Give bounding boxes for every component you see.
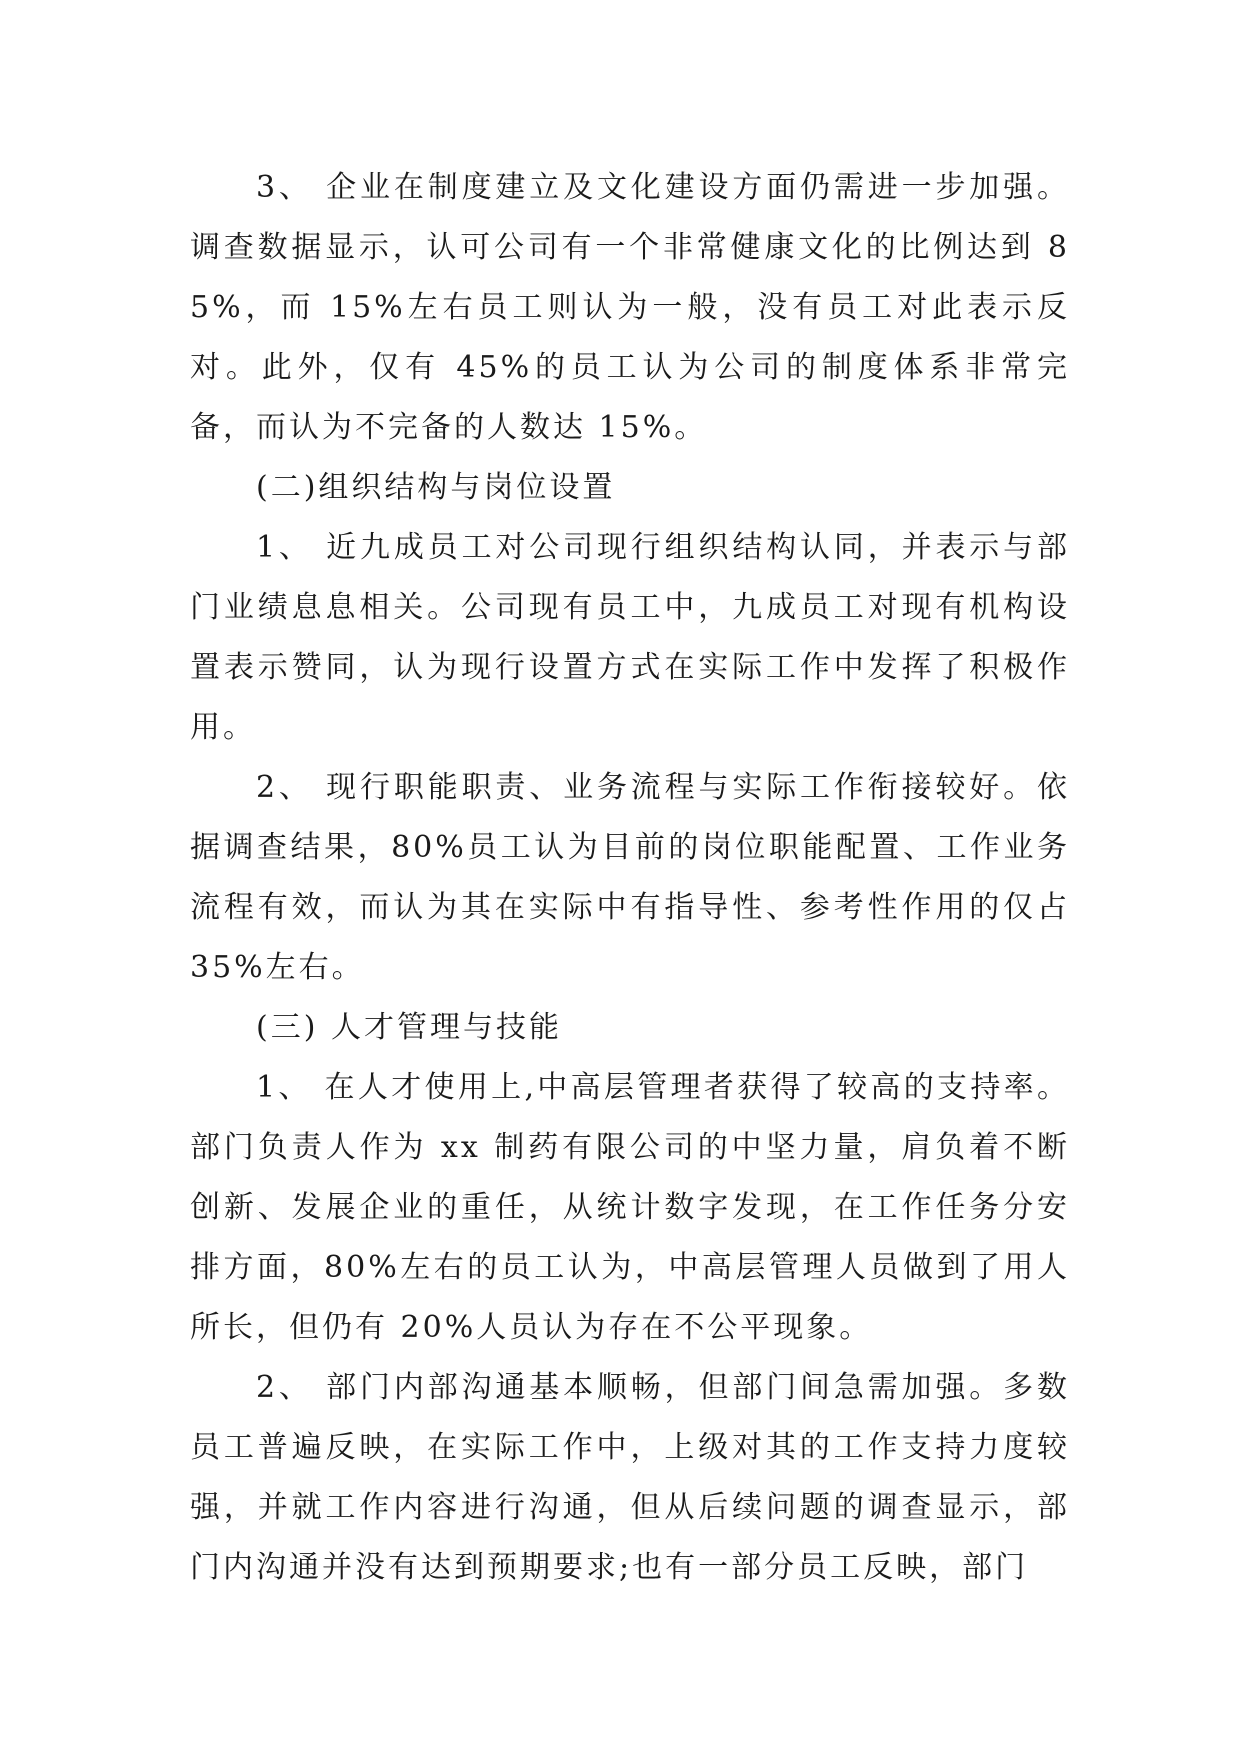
paragraph-organization-structure: 1、 近九成员工对公司现行组织结构认同，并表示与部门业绩息息相关。公司现有员工中，九成员工对现有机构设置表示赞同，认为现行设置方式在实际工作中发挥了积极作用。 bbox=[190, 530, 1070, 745]
paragraph-job-functions: 2、 现行职能职责、业务流程与实际工作衔接较好。依据调查结果，80%员工认为目前的岗位职能配置、工作业务流程有效，而认为其在实际中有指导性、参考性作用的仅占 35%左右。 bbox=[190, 770, 1070, 985]
section-heading-organization: (二)组织结构与岗位设置 bbox=[256, 470, 616, 505]
document-body bbox=[190, 158, 1070, 1598]
paragraph-talent-usage: 1、 在人才使用上,中高层管理者获得了较高的支持率。部门负责人作为 xx 制药有限公司的中坚力量，肩负着不断创新、发展企业的重任，从统计数字发现，在工作任务分安排方面，80%左右的员工认为，中高层管理人员做到了用人所长，但仍有 20%人员认为存在不公平现象。 bbox=[190, 1070, 1070, 1345]
paragraph-culture-system: 3、 企业在制度建立及文化建设方面仍需进一步加强。调查数据显示，认可公司有一个非常健康文化的比例达到 85%，而 15%左右员工则认为一般，没有员工对此表示反对。此外，仅有 45%的员工认为公司的制度体系非常完备，而认为不完备的人数达 15%。 bbox=[190, 170, 1070, 445]
section-heading-talent: (三) 人才管理与技能 bbox=[256, 1010, 562, 1045]
paragraph-communication: 2、 部门内部沟通基本顺畅，但部门间急需加强。多数员工普遍反映，在实际工作中，上级对其的工作支持力度较强，并就工作内容进行沟通，但从后续问题的调查显示，部门内沟通并没有达到预期要求;也有一部分员工反映，部门 bbox=[190, 1370, 1070, 1585]
